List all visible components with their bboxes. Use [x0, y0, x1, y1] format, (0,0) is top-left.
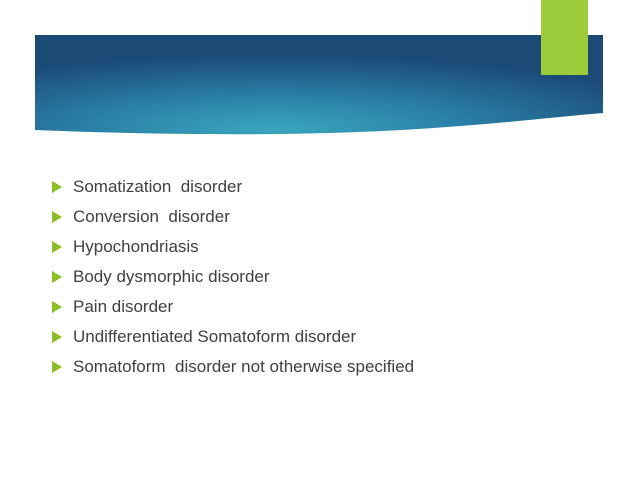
bullet-item-nos: [52, 352, 414, 382]
triangle-bullet-icon: [52, 331, 62, 343]
bullet-item-body-dysmorphic: [52, 262, 414, 292]
bullet-text: Somatization disorder: [73, 177, 243, 196]
triangle-bullet-icon: [52, 271, 62, 283]
accent-tab: [541, 0, 588, 75]
banner-graphic: [35, 35, 603, 150]
bullet-list: [52, 172, 414, 382]
bullet-item-somatization: [52, 172, 414, 202]
title-banner: [35, 35, 603, 150]
bullet-text: Body dysmorphic disorder: [73, 267, 270, 286]
bullet-item-pain: [52, 292, 414, 322]
triangle-bullet-icon: [52, 241, 62, 253]
bullet-item-undifferentiated: [52, 322, 414, 352]
triangle-bullet-icon: [52, 181, 62, 193]
bullet-item-conversion: [52, 202, 414, 232]
triangle-bullet-icon: [52, 211, 62, 223]
triangle-bullet-icon: [52, 361, 62, 373]
bullet-text: Somatoform disorder not otherwise specified: [73, 357, 415, 376]
triangle-bullet-icon: [52, 301, 62, 313]
bullet-text: Pain disorder: [73, 297, 174, 316]
bullet-text: Undifferentiated Somatoform disorder: [73, 327, 357, 346]
bullet-text: Conversion disorder: [73, 207, 230, 226]
bullet-text: Hypochondriasis: [73, 237, 199, 256]
bullet-item-hypochondriasis: [52, 232, 414, 262]
